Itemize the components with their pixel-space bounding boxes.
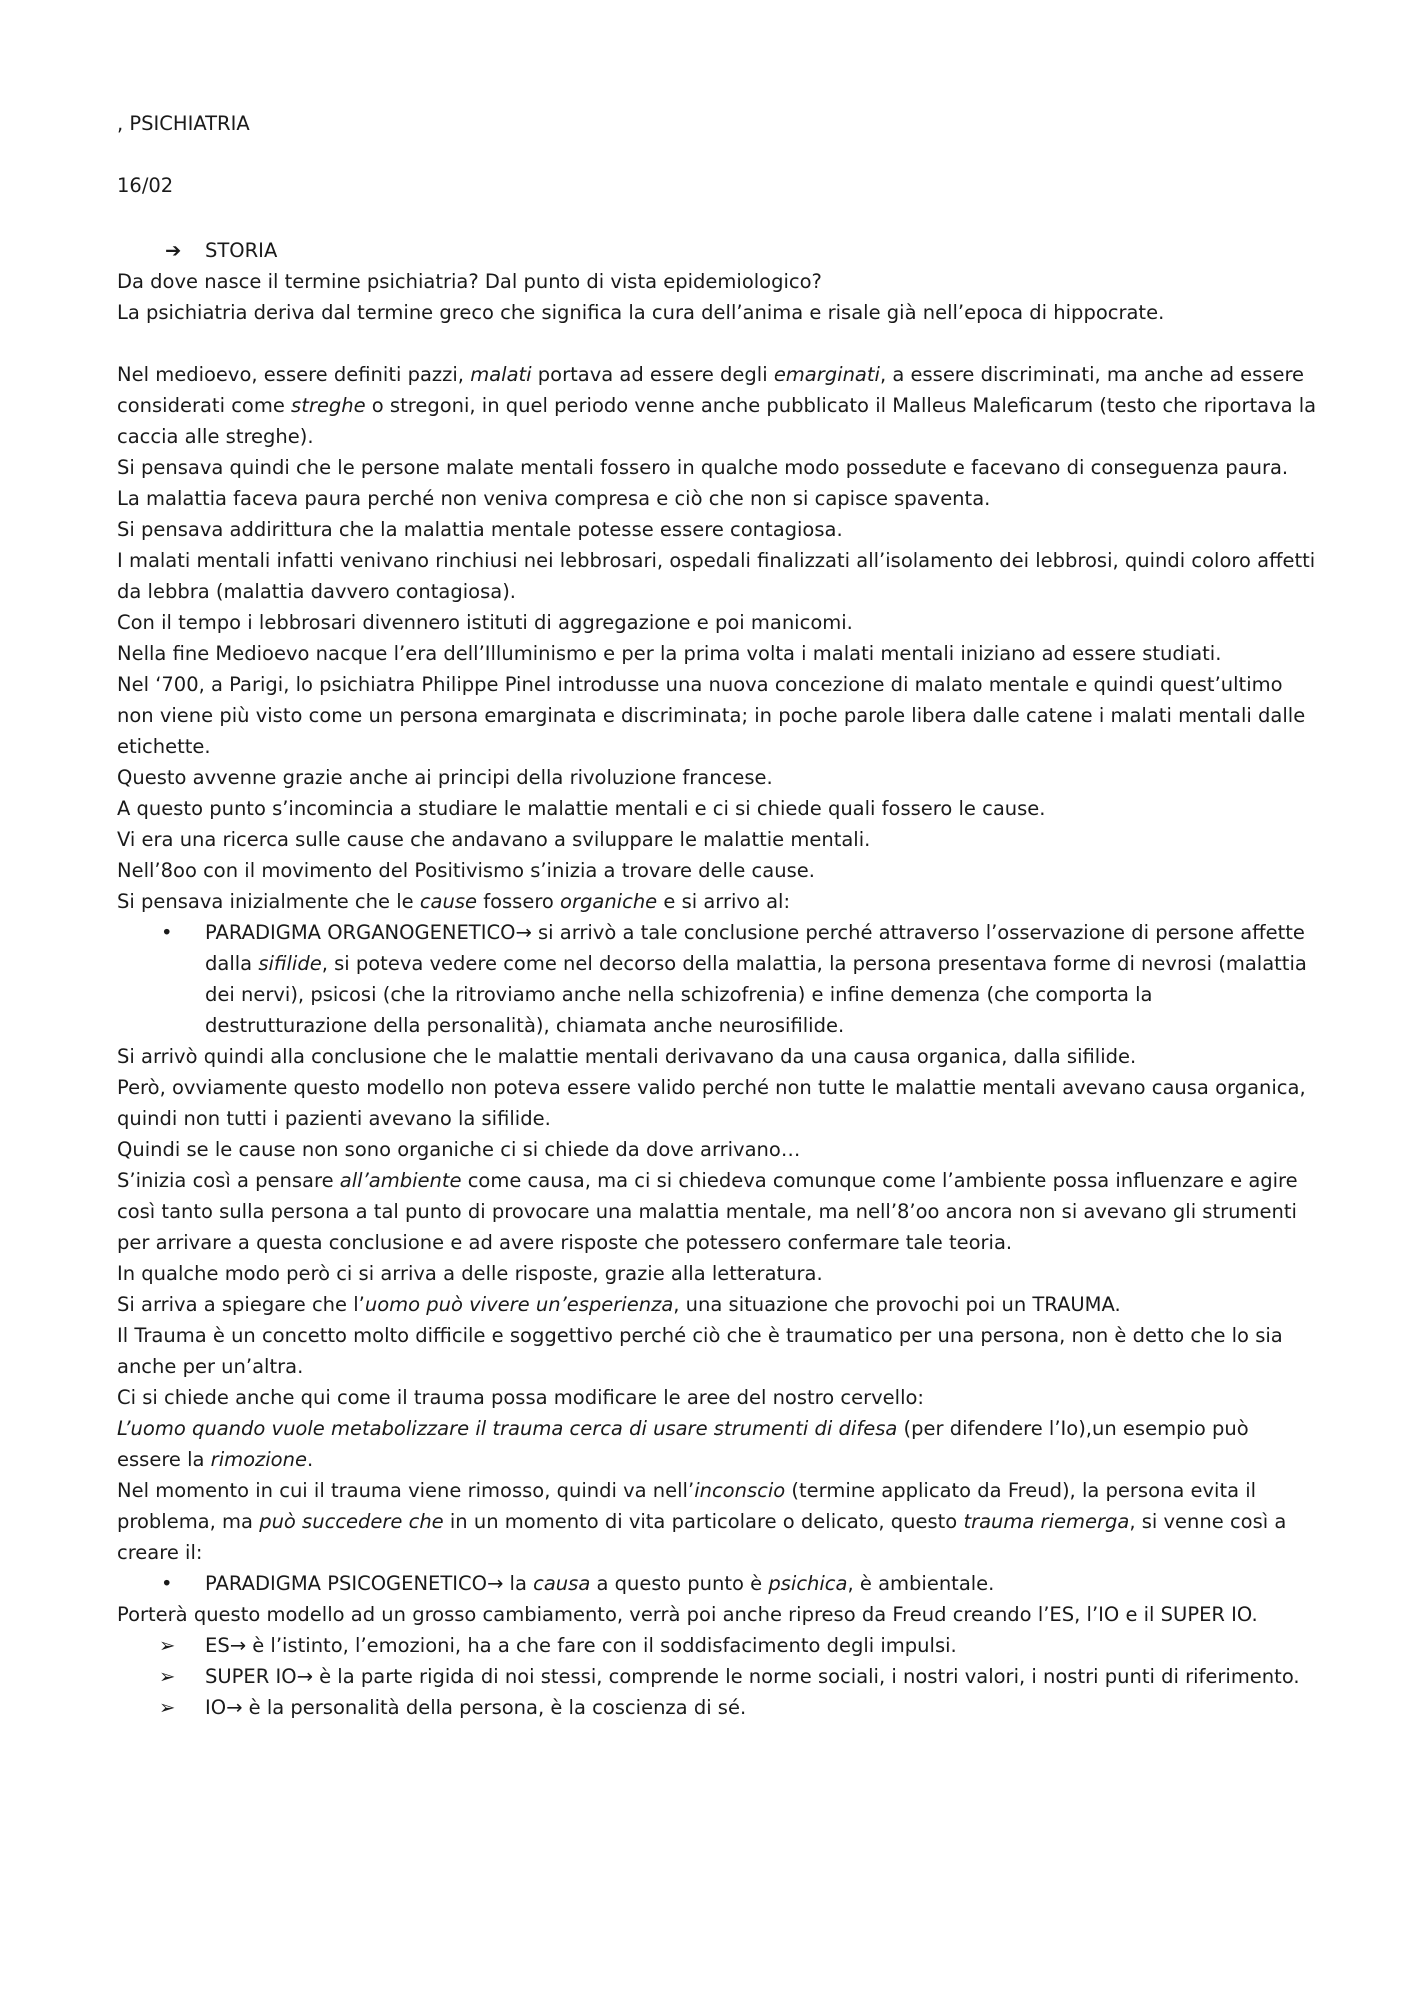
section-heading — [117, 235, 1317, 266]
bullet-item — [117, 1568, 1317, 1599]
text-run: portava ad essere degli — [531, 363, 774, 386]
bullet-icon: • — [161, 921, 173, 944]
italic-text: streghe — [291, 394, 366, 417]
paragraph — [117, 266, 1317, 297]
paragraph-text — [117, 1138, 800, 1161]
paragraph — [117, 359, 1317, 452]
text-run: In qualche modo però ci si arriva a delle risposte, grazie alla letteratura. — [117, 1262, 823, 1285]
italic-text: organiche — [560, 890, 658, 913]
paragraph-text — [117, 766, 773, 789]
arrow-list-item — [117, 1692, 1317, 1723]
text-run: PARADIGMA ORGANOGENETICO→ si arrivò a tale conclusione perché attraverso l’osservazione di persone affette dalla — [205, 921, 1305, 975]
paragraph-text — [117, 1169, 1298, 1254]
italic-text: trauma riemerga — [963, 1510, 1130, 1533]
paragraph-text — [117, 673, 1305, 758]
text-run: Si arriva a spiegare che l’ — [117, 1293, 365, 1316]
arrow-right-icon: ➔ — [165, 239, 182, 262]
text-run: Si pensava addirittura che la malattia mentale potesse essere contagiosa. — [117, 518, 843, 541]
paragraph-text — [117, 1324, 1283, 1378]
italic-text: rimozione — [210, 1448, 307, 1471]
paragraph-text — [117, 611, 853, 634]
paragraph — [117, 762, 1317, 793]
paragraph-text — [117, 1417, 1249, 1471]
italic-text: L’uomo quando vuole metabolizzare il trauma cerca di usare strumenti di difesa — [117, 1417, 898, 1440]
text-run: Però, ovviamente questo modello non poteva essere valido perché non tutte le malattie mentali avevano causa organica, quindi non tutti i pazienti avevano la sifilide. — [117, 1076, 1306, 1130]
spacer — [117, 328, 1317, 359]
text-run: Quindi se le cause non sono organiche ci si chiede da dove arrivano… — [117, 1138, 801, 1161]
paragraph — [117, 669, 1317, 762]
paragraph-text — [117, 456, 1288, 479]
paragraph — [117, 793, 1317, 824]
paragraph — [117, 1072, 1317, 1134]
text-run: A questo punto s’incomincia a studiare le malattie mentali e ci si chiede quali fossero le cause. — [117, 797, 1046, 820]
paragraph — [117, 483, 1317, 514]
paragraph — [117, 638, 1317, 669]
paragraph — [117, 1041, 1317, 1072]
italic-text: inconscio — [694, 1479, 786, 1502]
text-run: Nella fine Medioevo nacque l’era dell’Illuminismo e per la prima volta i malati mentali iniziano ad essere studiati. — [117, 642, 1222, 665]
text-run: o stregoni, in quel periodo venne anche pubblicato il Malleus Maleficarum (testo che riportava la caccia alle streghe). — [117, 394, 1317, 448]
paragraph — [117, 452, 1317, 483]
document-title: , PSICHIATRIA — [117, 112, 250, 135]
paragraph-text — [117, 270, 822, 293]
paragraph — [117, 607, 1317, 638]
text-run: Con il tempo i lebbrosari divennero istituti di aggregazione e poi manicomi. — [117, 611, 853, 634]
text-run: , una situazione che provochi poi un TRAUMA. — [673, 1293, 1121, 1316]
paragraph — [117, 886, 1317, 917]
italic-text: può succedere che — [259, 1510, 444, 1533]
italic-text: malati — [470, 363, 532, 386]
text-run: Ci si chiede anche qui come il trauma possa modificare le aree del nostro cervello: — [117, 1386, 924, 1409]
arrow-list-item — [117, 1630, 1317, 1661]
text-run: Nel ‘700, a Parigi, lo psichiatra Philippe Pinel introdusse una nuova concezione di malato mentale e quindi quest’ultimo non viene più visto come un persona emarginata e discriminata; in poche parole libera dalle catene i malati mentali dalle etichette. — [117, 673, 1306, 758]
document-body — [117, 266, 1317, 1723]
text-run: S’inizia così a pensare — [117, 1169, 340, 1192]
text-run: ES→ è l’istinto, l’emozioni, ha a che fare con il soddisfacimento degli impulsi. — [205, 1634, 957, 1657]
paragraph-text — [117, 859, 815, 882]
text-run: La malattia faceva paura perché non veniva compresa e ciò che non si capisce spaventa. — [117, 487, 991, 510]
paragraph — [117, 1289, 1317, 1320]
text-run: I malati mentali infatti venivano rinchiusi nei lebbrosari, ospedali finalizzati all’isolamento dei lebbrosi, quindi coloro affetti da lebbra (malattia davvero contagiosa). — [117, 549, 1316, 603]
paragraph-text — [117, 1293, 1121, 1316]
paragraph-text — [117, 1262, 823, 1285]
paragraph-text — [205, 1665, 1300, 1688]
italic-text: sifilide — [258, 952, 322, 975]
spacer — [117, 139, 1317, 170]
paragraph — [117, 1413, 1317, 1475]
italic-text: causa — [533, 1572, 591, 1595]
text-run: (per difendere l’Io),un esempio può essere la — [117, 1417, 1249, 1471]
italic-text: uomo può vivere un’esperienza — [364, 1293, 674, 1316]
text-run: Si pensava inizialmente che le — [117, 890, 420, 913]
paragraph-text — [205, 1572, 994, 1595]
paragraph-text — [117, 363, 1316, 448]
italic-text: psichica — [768, 1572, 848, 1595]
document-date: 16/02 — [117, 174, 174, 197]
paragraph — [117, 1165, 1317, 1258]
section-title: STORIA — [205, 239, 278, 262]
text-run: La psichiatria deriva dal termine greco che significa la cura dell’anima e risale già nell’epoca di hippocrate. — [117, 301, 1165, 324]
arrowhead-icon: ➢ — [159, 1696, 176, 1719]
bullet-icon: • — [161, 1572, 173, 1595]
paragraph — [117, 297, 1317, 328]
paragraph-text — [117, 797, 1046, 820]
text-run: . — [306, 1448, 314, 1471]
text-run: , a essere discriminati, ma anche ad essere considerati come — [117, 363, 1305, 417]
italic-text: all’ambiente — [339, 1169, 462, 1192]
paragraph-text — [117, 890, 790, 913]
paragraph-text — [205, 1634, 957, 1657]
text-run: come causa, ma ci si chiedeva comunque come l’ambiente possa influenzare e agire così tanto sulla persona a tal punto di provocare una malattia mentale, ma nell’8’oo ancora non si avevano gli strumenti per arrivare a questa conclusione e ad avere risposte che potessero confermare tale teoria. — [117, 1169, 1298, 1254]
paragraph — [117, 855, 1317, 886]
text-run: , è ambientale. — [847, 1572, 995, 1595]
paragraph-text — [117, 1479, 1286, 1564]
paragraph — [117, 1382, 1317, 1413]
paragraph-text — [117, 518, 843, 541]
paragraph — [117, 824, 1317, 855]
spacer — [117, 201, 1317, 235]
arrowhead-icon: ➢ — [159, 1665, 176, 1688]
text-run: Nel momento in cui il trauma viene rimosso, quindi va nell’ — [117, 1479, 695, 1502]
paragraph-text — [117, 487, 990, 510]
text-run: IO→ è la personalità della persona, è la coscienza di sé. — [205, 1696, 747, 1719]
text-run: e si arrivo al: — [657, 890, 791, 913]
bullet-item — [117, 917, 1317, 1041]
text-run: , si venne così a creare il: — [117, 1510, 1287, 1564]
text-run: Vi era una ricerca sulle cause che andavano a sviluppare le malattie mentali. — [117, 828, 871, 851]
document-page — [117, 108, 1317, 1723]
paragraph-text — [117, 1603, 1258, 1626]
paragraph-text — [117, 642, 1221, 665]
text-run: Nell’8oo con il movimento del Positivismo s’inizia a trovare delle cause. — [117, 859, 815, 882]
paragraph-text — [117, 1076, 1306, 1130]
italic-text: emarginati — [773, 363, 880, 386]
text-run: SUPER IO→ è la parte rigida di noi stessi, comprende le norme sociali, i nostri valori, i nostri punti di riferimento. — [205, 1665, 1300, 1688]
paragraph — [117, 1134, 1317, 1165]
paragraph-text — [117, 301, 1164, 324]
text-run: a questo punto è — [590, 1572, 769, 1595]
text-run: , si poteva vedere come nel decorso della malattia, la persona presentava forme di nevrosi (malattia dei nervi), psicosi (che la ritroviamo anche nella schizofrenia) e infine demenza (che comporta la destrutturazione della personalità), chiamata anche neurosifilide. — [205, 952, 1307, 1037]
paragraph — [117, 1320, 1317, 1382]
text-run: in un momento di vita particolare o delicato, questo — [443, 1510, 964, 1533]
paragraph-text — [117, 1045, 1136, 1068]
text-run: Il Trauma è un concetto molto difficile e soggettivo perché ciò che è traumatico per una persona, non è detto che lo sia anche per un’altra. — [117, 1324, 1283, 1378]
italic-text: cause — [419, 890, 478, 913]
text-run: Questo avvenne grazie anche ai principi della rivoluzione francese. — [117, 766, 773, 789]
text-run: (termine applicato da Freud), la persona evita il problema, ma — [117, 1479, 1257, 1533]
paragraph — [117, 514, 1317, 545]
arrowhead-icon: ➢ — [159, 1634, 176, 1657]
paragraph-text — [205, 1696, 746, 1719]
paragraph — [117, 1599, 1317, 1630]
paragraph-text — [117, 1386, 924, 1409]
text-run: Nel medioevo, essere definiti pazzi, — [117, 363, 471, 386]
paragraph-text — [117, 549, 1315, 603]
paragraph — [117, 1475, 1317, 1568]
text-run: fossero — [477, 890, 561, 913]
arrow-list-item — [117, 1661, 1317, 1692]
paragraph-text — [117, 828, 870, 851]
paragraph — [117, 545, 1317, 607]
paragraph — [117, 1258, 1317, 1289]
text-run: PARADIGMA PSICOGENETICO→ la — [205, 1572, 534, 1595]
text-run: Si arrivò quindi alla conclusione che le malattie mentali derivavano da una causa organica, dalla sifilide. — [117, 1045, 1137, 1068]
text-run: Si pensava quindi che le persone malate mentali fossero in qualche modo possedute e facevano di conseguenza paura. — [117, 456, 1289, 479]
text-run: Porterà questo modello ad un grosso cambiamento, verrà poi anche ripreso da Freud creando l’ES, l’IO e il SUPER IO. — [117, 1603, 1258, 1626]
text-run: Da dove nasce il termine psichiatria? Dal punto di vista epidemiologico? — [117, 270, 822, 293]
paragraph-text — [205, 921, 1307, 1037]
